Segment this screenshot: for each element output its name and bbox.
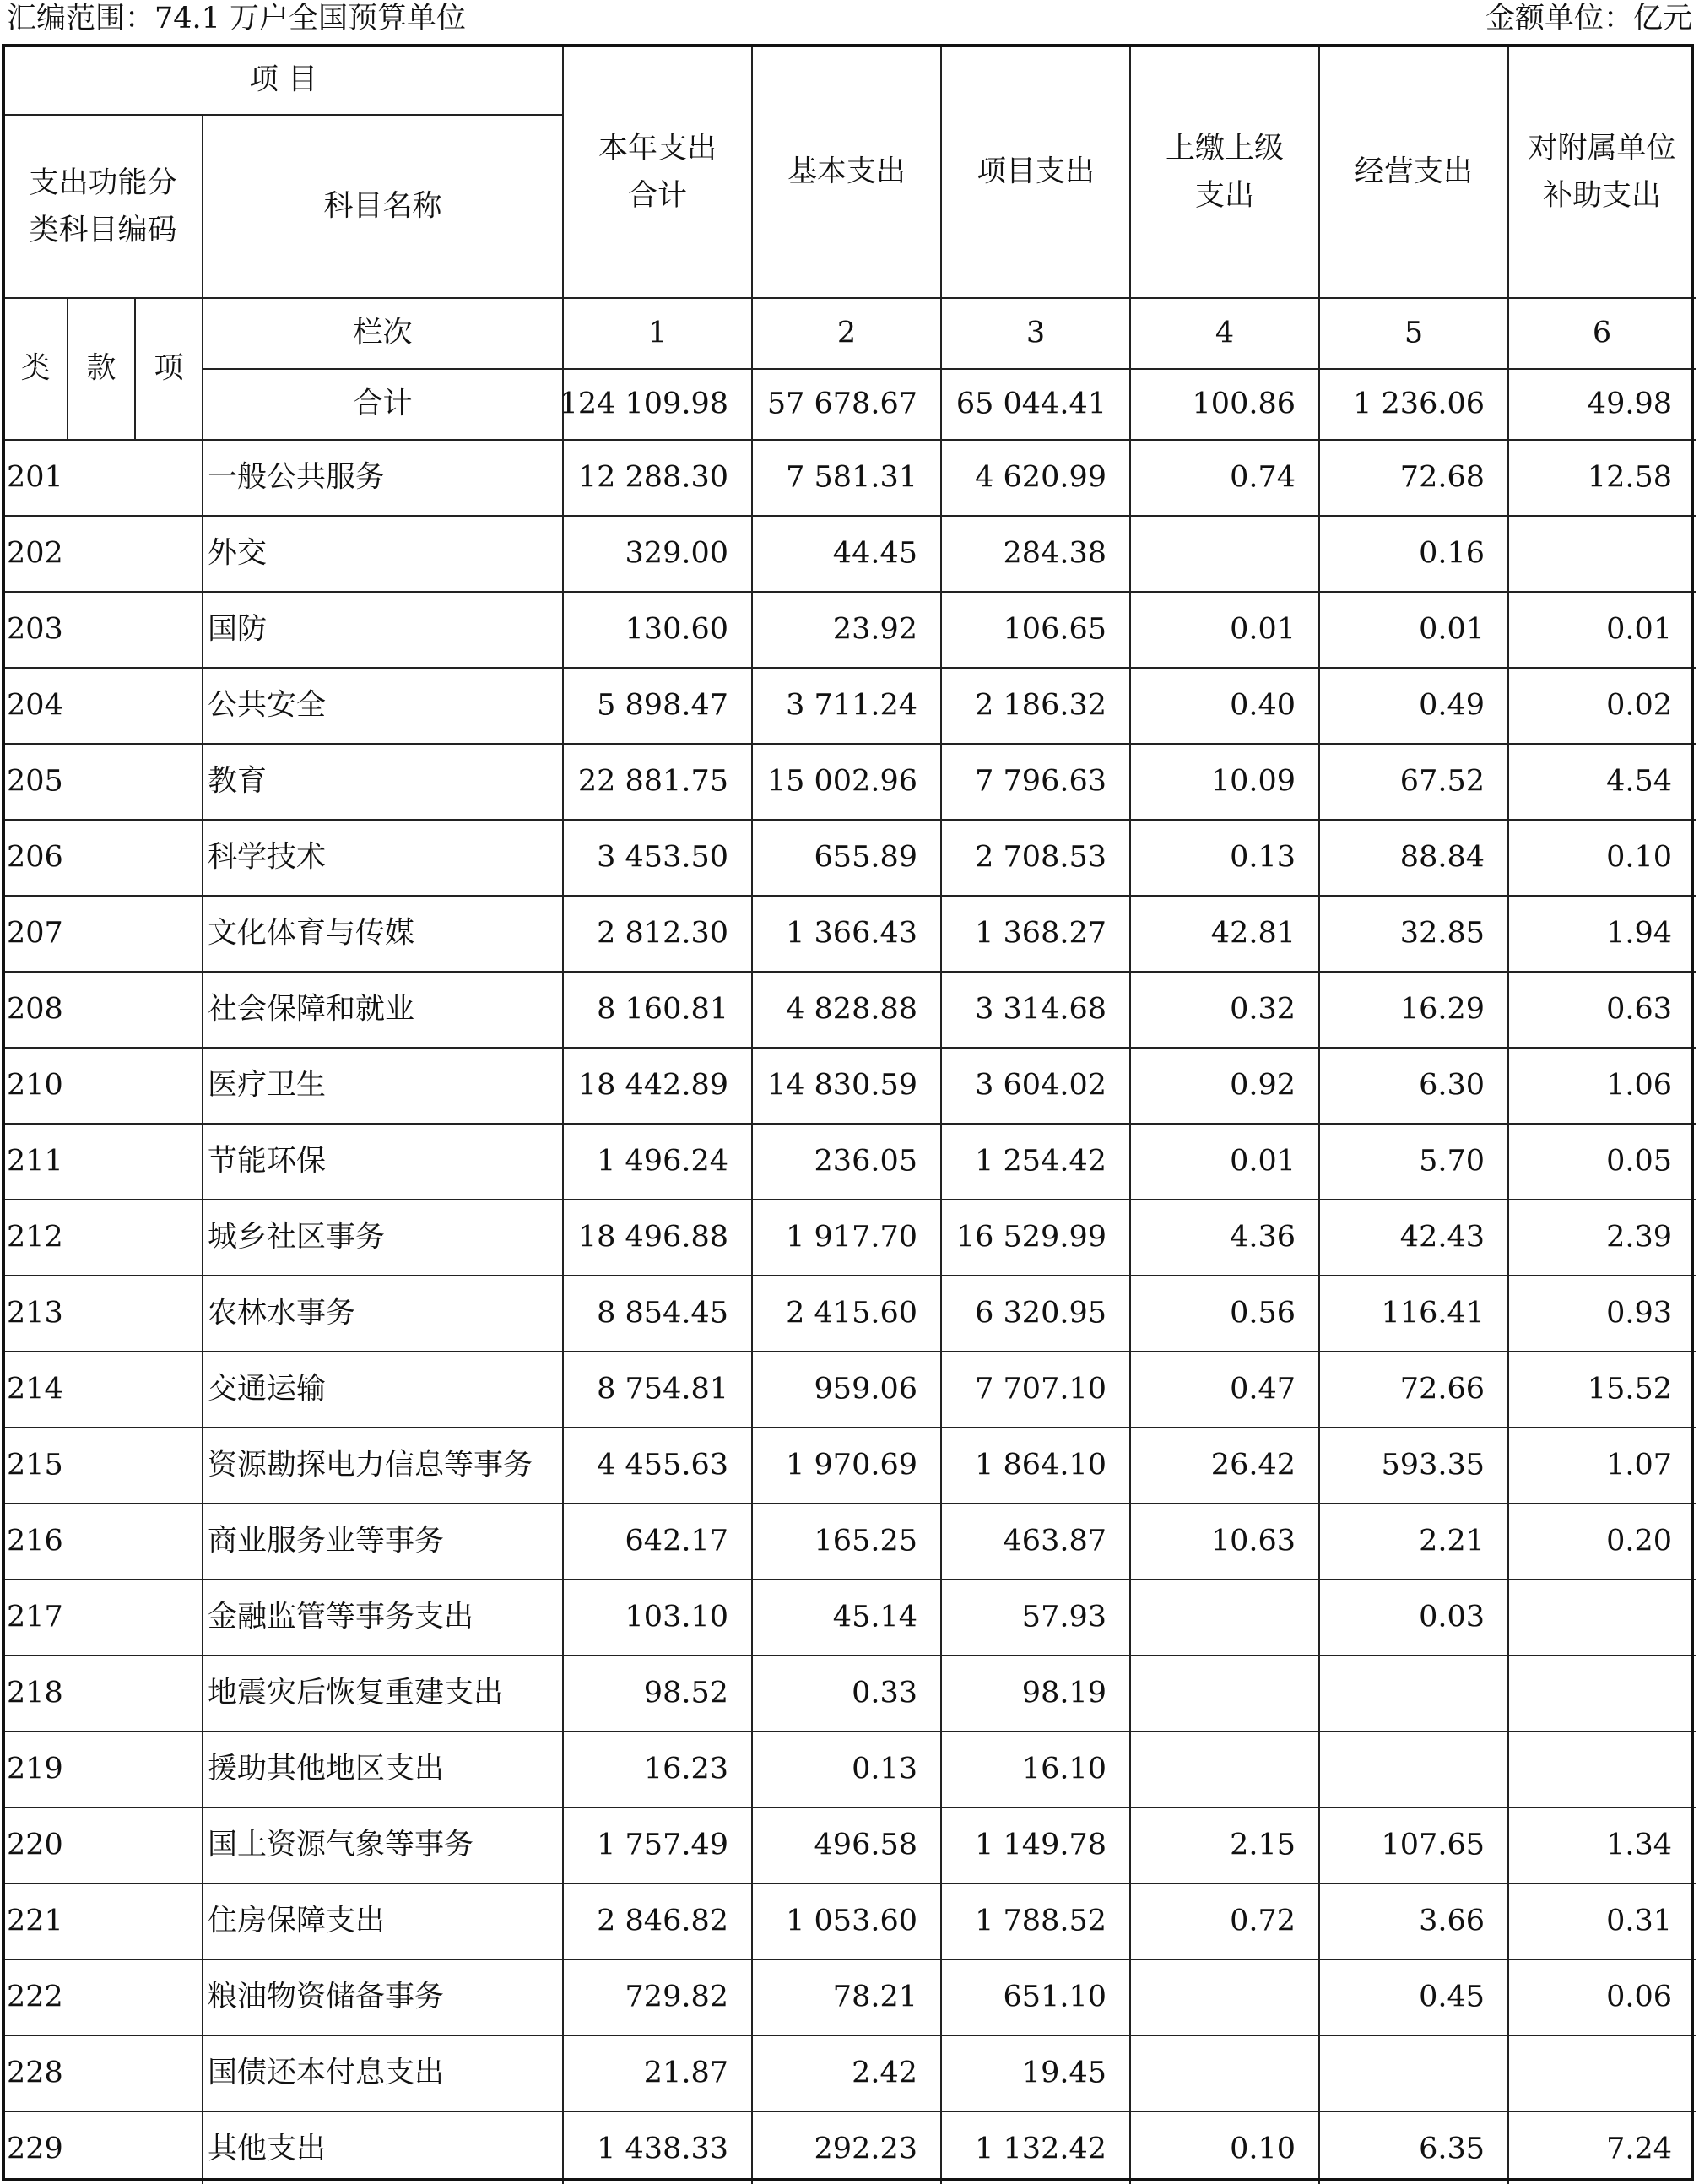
row-value: 0.47 [1230, 1372, 1296, 1406]
row-value: 78.21 [832, 1980, 917, 2014]
row-name: 国债还本付息支出 [208, 2056, 445, 2090]
row-value: 1 366.43 [786, 916, 917, 951]
row-value: 0.01 [1230, 1144, 1296, 1179]
row-value: 463.87 [1003, 1524, 1107, 1558]
row-value: 23.92 [832, 612, 917, 647]
row-value: 1.07 [1606, 1448, 1672, 1482]
row-name: 交通运输 [208, 1372, 327, 1406]
summary-scope: 汇编范围：74.1 万户全国预算单位 [7, 2, 467, 35]
row-value: 1 757.49 [597, 1828, 728, 1862]
row-value: 6 320.95 [975, 1296, 1107, 1330]
row-value: 12 288.30 [577, 460, 728, 495]
row-code: 207 [7, 916, 63, 951]
header-lanci: 栏次 [353, 316, 413, 350]
row-name: 农林水事务 [208, 1296, 356, 1330]
row-value: 4.54 [1606, 764, 1672, 799]
row-value: 2 186.32 [975, 688, 1107, 723]
column-header: 本年支出 合计 [598, 131, 717, 213]
row-value: 0.01 [1606, 612, 1672, 647]
row-value: 1 149.78 [975, 1828, 1107, 1862]
row-value: 7 707.10 [975, 1372, 1107, 1406]
row-value: 0.13 [852, 1752, 917, 1786]
row-name: 金融监管等事务支出 [208, 1600, 474, 1634]
row-value: 165.25 [814, 1524, 917, 1558]
row-value: 0.01 [1419, 612, 1485, 647]
row-value: 0.40 [1230, 688, 1296, 723]
row-value: 1 254.42 [975, 1144, 1107, 1179]
row-code: 202 [7, 536, 63, 571]
row-value: 98.19 [1021, 1676, 1107, 1710]
column-header: 经营支出 [1354, 154, 1474, 188]
row-value: 0.10 [1230, 2132, 1296, 2166]
row-value: 42.43 [1399, 1220, 1485, 1255]
row-name: 国防 [208, 612, 268, 647]
row-value: 8 160.81 [597, 992, 728, 1027]
row-value: 0.33 [852, 1676, 917, 1710]
row-value: 14 830.59 [766, 1068, 917, 1103]
row-name: 科学技术 [208, 840, 327, 875]
row-code: 208 [7, 992, 63, 1027]
row-value: 1 132.42 [975, 2132, 1107, 2166]
row-name: 一般公共服务 [208, 460, 386, 495]
row-name: 教育 [208, 764, 268, 799]
column-number: 6 [1592, 316, 1612, 350]
row-value: 0.06 [1606, 1980, 1672, 2014]
row-value: 4.36 [1230, 1220, 1296, 1255]
row-value: 42.81 [1210, 916, 1296, 951]
row-name: 医疗卫生 [208, 1068, 327, 1103]
row-name: 粮油物资储备事务 [208, 1980, 445, 2014]
row-value: 1 053.60 [786, 1904, 917, 1938]
column-number: 4 [1215, 316, 1235, 350]
row-code: 210 [7, 1068, 63, 1103]
column-header: 对附属单位 补助支出 [1528, 131, 1676, 213]
row-value: 32.85 [1399, 916, 1485, 951]
row-value: 57.93 [1021, 1600, 1107, 1634]
row-value: 8 754.81 [597, 1372, 728, 1406]
row-value: 2.39 [1606, 1220, 1672, 1255]
row-value: 292.23 [814, 2132, 917, 2166]
row-value: 18 442.89 [577, 1068, 728, 1103]
row-code: 204 [7, 688, 63, 723]
row-value: 88.84 [1399, 840, 1485, 875]
row-value: 19.45 [1021, 2056, 1107, 2090]
row-value: 1 970.69 [786, 1448, 917, 1482]
row-value: 1.94 [1606, 916, 1672, 951]
row-name: 住房保障支出 [208, 1904, 386, 1938]
row-value: 593.35 [1381, 1448, 1485, 1482]
row-value: 15.52 [1587, 1372, 1672, 1406]
row-value: 7 581.31 [786, 460, 917, 495]
row-value: 5 898.47 [597, 688, 728, 723]
row-value: 103.10 [625, 1600, 728, 1634]
row-value: 15 002.96 [766, 764, 917, 799]
row-code: 206 [7, 840, 63, 875]
row-value: 2 812.30 [597, 916, 728, 951]
row-value: 16.10 [1021, 1752, 1107, 1786]
row-code: 221 [7, 1904, 63, 1938]
row-value: 329.00 [625, 536, 728, 571]
row-value: 116.41 [1381, 1296, 1485, 1330]
row-code: 219 [7, 1752, 63, 1786]
amount-unit: 金额单位：亿元 [1485, 2, 1692, 35]
row-value: 1 368.27 [975, 916, 1107, 951]
row-code: 229 [7, 2132, 63, 2166]
row-code: 215 [7, 1448, 63, 1482]
header-code-group: 支出功能分 类科目编码 [29, 165, 177, 247]
row-value: 6.30 [1419, 1068, 1485, 1103]
row-name: 地震灾后恢复重建支出 [208, 1676, 504, 1710]
row-value: 236.05 [814, 1144, 917, 1179]
row-code: 203 [7, 612, 63, 647]
row-value: 0.16 [1419, 536, 1485, 571]
row-code: 222 [7, 1980, 63, 2014]
row-value: 496.58 [814, 1828, 917, 1862]
row-value: 7 796.63 [975, 764, 1107, 799]
row-value: 0.63 [1606, 992, 1672, 1027]
row-value: 0.56 [1230, 1296, 1296, 1330]
row-value: 2 846.82 [597, 1904, 728, 1938]
total-value: 49.98 [1587, 387, 1672, 421]
row-value: 4 620.99 [975, 460, 1107, 495]
row-value: 0.49 [1419, 688, 1485, 723]
row-value: 18 496.88 [577, 1220, 728, 1255]
row-value: 0.01 [1230, 612, 1296, 647]
row-value: 44.45 [832, 536, 917, 571]
row-value: 1.34 [1606, 1828, 1672, 1862]
row-value: 3 314.68 [975, 992, 1107, 1027]
row-value: 3 453.50 [597, 840, 728, 875]
header-kuan: 款 [86, 351, 116, 386]
row-name: 资源勘探电力信息等事务 [208, 1448, 533, 1482]
header-project: 项 目 [248, 62, 318, 97]
row-code: 214 [7, 1372, 63, 1406]
row-value: 7.24 [1606, 2132, 1672, 2166]
row-value: 10.09 [1210, 764, 1296, 799]
row-value: 0.13 [1230, 840, 1296, 875]
column-number: 2 [836, 316, 857, 350]
row-value: 1 917.70 [786, 1220, 917, 1255]
row-code: 228 [7, 2056, 63, 2090]
row-value: 106.65 [1003, 612, 1107, 647]
row-value: 21.87 [643, 2056, 728, 2090]
row-value: 0.02 [1606, 688, 1672, 723]
row-value: 2 415.60 [786, 1296, 917, 1330]
row-value: 1 788.52 [975, 1904, 1107, 1938]
row-value: 22 881.75 [577, 764, 728, 799]
row-value: 0.72 [1230, 1904, 1296, 1938]
row-value: 0.32 [1230, 992, 1296, 1027]
row-value: 4 828.88 [786, 992, 917, 1027]
row-name: 援助其他地区支出 [208, 1752, 445, 1786]
row-code: 220 [7, 1828, 63, 1862]
row-value: 12.58 [1587, 460, 1672, 495]
row-value: 72.68 [1399, 460, 1485, 495]
row-code: 211 [7, 1144, 63, 1179]
column-header: 项目支出 [976, 154, 1096, 188]
total-label: 合计 [353, 387, 413, 421]
row-name: 其他支出 [208, 2132, 327, 2166]
column-header: 上缴上级 支出 [1165, 131, 1285, 213]
row-name: 公共安全 [208, 688, 327, 723]
row-value: 651.10 [1003, 1980, 1107, 2014]
total-value: 1 236.06 [1353, 387, 1485, 421]
row-value: 0.74 [1230, 460, 1296, 495]
row-value: 26.42 [1210, 1448, 1296, 1482]
row-value: 284.38 [1003, 536, 1107, 571]
row-code: 216 [7, 1524, 63, 1558]
row-value: 959.06 [814, 1372, 917, 1406]
row-value: 642.17 [625, 1524, 728, 1558]
row-value: 3 604.02 [975, 1068, 1107, 1103]
row-value: 2 708.53 [975, 840, 1107, 875]
row-value: 1 864.10 [975, 1448, 1107, 1482]
row-value: 4 455.63 [597, 1448, 728, 1482]
row-value: 1 438.33 [597, 2132, 728, 2166]
row-value: 2.42 [852, 2056, 917, 2090]
column-number: 3 [1025, 316, 1046, 350]
row-code: 218 [7, 1676, 63, 1710]
row-value: 6.35 [1419, 2132, 1485, 2166]
row-value: 1.06 [1606, 1068, 1672, 1103]
column-number: 5 [1404, 316, 1424, 350]
row-value: 729.82 [625, 1980, 728, 2014]
row-value: 130.60 [625, 612, 728, 647]
row-value: 98.52 [643, 1676, 728, 1710]
row-code: 201 [7, 460, 63, 495]
row-name: 城乡社区事务 [208, 1220, 386, 1255]
row-value: 0.31 [1606, 1904, 1672, 1938]
row-code: 217 [7, 1600, 63, 1634]
row-name: 外交 [208, 536, 268, 571]
row-name: 社会保障和就业 [208, 992, 415, 1027]
row-value: 2.21 [1419, 1524, 1485, 1558]
column-header: 基本支出 [787, 154, 906, 188]
row-value: 655.89 [814, 840, 917, 875]
row-name: 商业服务业等事务 [208, 1524, 445, 1558]
row-value: 16 529.99 [955, 1220, 1107, 1255]
total-value: 124 109.98 [559, 387, 728, 421]
row-value: 0.93 [1606, 1296, 1672, 1330]
header-subject-name: 科目名称 [323, 189, 442, 223]
row-value: 2.15 [1230, 1828, 1296, 1862]
total-value: 100.86 [1192, 387, 1296, 421]
row-name: 文化体育与传媒 [208, 916, 415, 951]
row-name: 国土资源气象等事务 [208, 1828, 474, 1862]
row-value: 16.29 [1399, 992, 1485, 1027]
row-value: 3.66 [1419, 1904, 1485, 1938]
row-value: 67.52 [1399, 764, 1485, 799]
row-value: 0.20 [1606, 1524, 1672, 1558]
row-code: 212 [7, 1220, 63, 1255]
row-name: 节能环保 [208, 1144, 327, 1179]
total-value: 57 678.67 [766, 387, 917, 421]
row-value: 0.45 [1419, 1980, 1485, 2014]
row-value: 0.05 [1606, 1144, 1672, 1179]
header-xiang: 项 [154, 351, 184, 386]
row-value: 107.65 [1381, 1828, 1485, 1862]
row-value: 0.10 [1606, 840, 1672, 875]
row-value: 0.03 [1419, 1600, 1485, 1634]
row-value: 16.23 [643, 1752, 728, 1786]
total-value: 65 044.41 [955, 387, 1107, 421]
row-value: 0.92 [1230, 1068, 1296, 1103]
row-code: 205 [7, 764, 63, 799]
header-lei: 类 [20, 351, 51, 386]
row-value: 45.14 [832, 1600, 917, 1634]
row-value: 1 496.24 [597, 1144, 728, 1179]
row-code: 213 [7, 1296, 63, 1330]
row-value: 72.66 [1399, 1372, 1485, 1406]
row-value: 10.63 [1210, 1524, 1296, 1558]
row-value: 8 854.45 [597, 1296, 728, 1330]
row-value: 3 711.24 [786, 688, 917, 723]
column-number: 1 [647, 316, 668, 350]
row-value: 5.70 [1419, 1144, 1485, 1179]
